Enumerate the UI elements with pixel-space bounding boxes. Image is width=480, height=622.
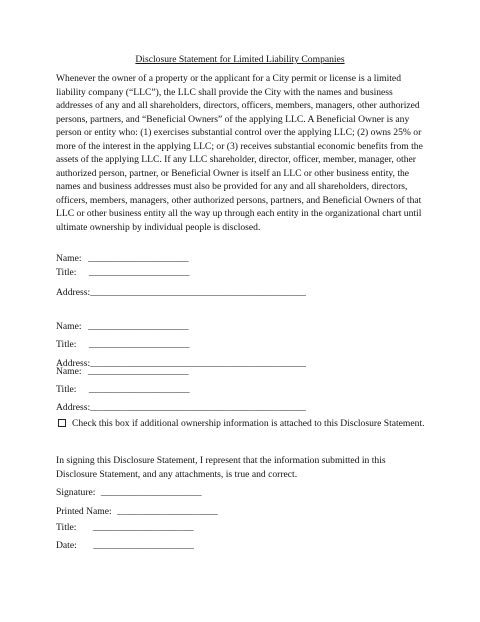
signer-title-line[interactable]: _____________________ [92,522,194,533]
signing-paragraph: In signing this Disclosure Statement, I represent that the information submitted in this Disclosure Statement, and any attachments, is true and correct. [56,455,386,480]
owner-2-address-line[interactable]: _____________________________________________ [90,358,306,369]
owner-1-address-label: Address: [56,287,91,298]
owner-2-name-line[interactable]: _____________________ [87,321,189,332]
owner-2-name-label: Name: [56,321,82,332]
owner-1-title-field[interactable] [56,267,190,279]
printed-name-field[interactable] [56,506,218,518]
attachment-checkbox[interactable] [58,419,66,427]
owner-3-name-label: Name: [56,366,82,377]
owner-3-address-line[interactable]: _____________________________________________ [90,402,306,413]
owner-3-title-line[interactable]: _____________________ [88,384,190,395]
owner-1-name-field[interactable] [56,253,189,265]
owner-2-title-field[interactable] [56,339,190,351]
owner-3-address-label: Address: [56,402,91,413]
document-title: Disclosure Statement for Limited Liability Companies [135,54,345,65]
signer-title-field[interactable] [56,522,194,534]
owner-2-name-field[interactable] [56,321,189,333]
owner-3-address-field[interactable] [56,402,306,414]
owner-2-title-line[interactable]: _____________________ [88,339,190,350]
owner-1-title-label: Title: [56,267,77,278]
signature-label: Signature: [56,487,96,498]
signature-field[interactable] [56,487,202,499]
owner-2-title-label: Title: [56,339,77,350]
signature-line[interactable]: _____________________ [100,487,202,498]
owner-1-title-line[interactable]: _____________________ [88,267,190,278]
attachment-checkbox-row [56,418,425,430]
owner-1-address-field[interactable] [56,287,306,299]
date-line[interactable]: _____________________ [93,540,194,551]
owner-3-title-field[interactable] [56,384,190,396]
owner-3-name-line[interactable]: _____________________ [87,366,189,377]
attachment-checkbox-label: Check this box if additional ownership information is attached to this Disclosure Statement. [72,418,425,429]
owner-1-address-line[interactable]: _____________________________________________ [90,287,306,298]
owner-1-name-line[interactable]: _____________________ [87,253,189,264]
date-field[interactable] [56,540,194,552]
intro-paragraph: Whenever the owner of a property or the applicant for a City permit or license is a limited liability company (“LLC”), the LLC shall provide the City with the names and business addresses of any and all shareholders, directors, officers, members, managers, other authorized persons, partners, and “Beneficial Owners” of the applying LLC. A Beneficial Owner is any person or entity who: (1) exercises substantial control over the applying LLC; (2) owns 25% or more of the interest in the applying LLC; or (3) receives substantial economic benefits from the assets of the applying LLC. If any LLC shareholder, director, officer, member, manager, other authorized person, partner, or Beneficial Owner is itself an LLC or other business entity, the names and business addresses must also be provided for any and all shareholders, directors, officers, members, managers, other authorized persons, partners, and Beneficial Owners of that LLC or other business entity all the way up through each entity in the organizational chart until ultimate ownership by individual people is disclosed. [56,73,423,234]
printed-name-line[interactable]: _____________________ [117,506,218,517]
date-label: Date: [56,540,77,551]
owner-3-title-label: Title: [56,384,77,395]
signer-title-label: Title: [56,522,77,533]
owner-3-name-field[interactable] [56,366,189,378]
printed-name-label: Printed Name: [56,506,112,517]
owner-2-address-label: Address: [56,358,91,369]
owner-1-name-label: Name: [56,253,82,264]
